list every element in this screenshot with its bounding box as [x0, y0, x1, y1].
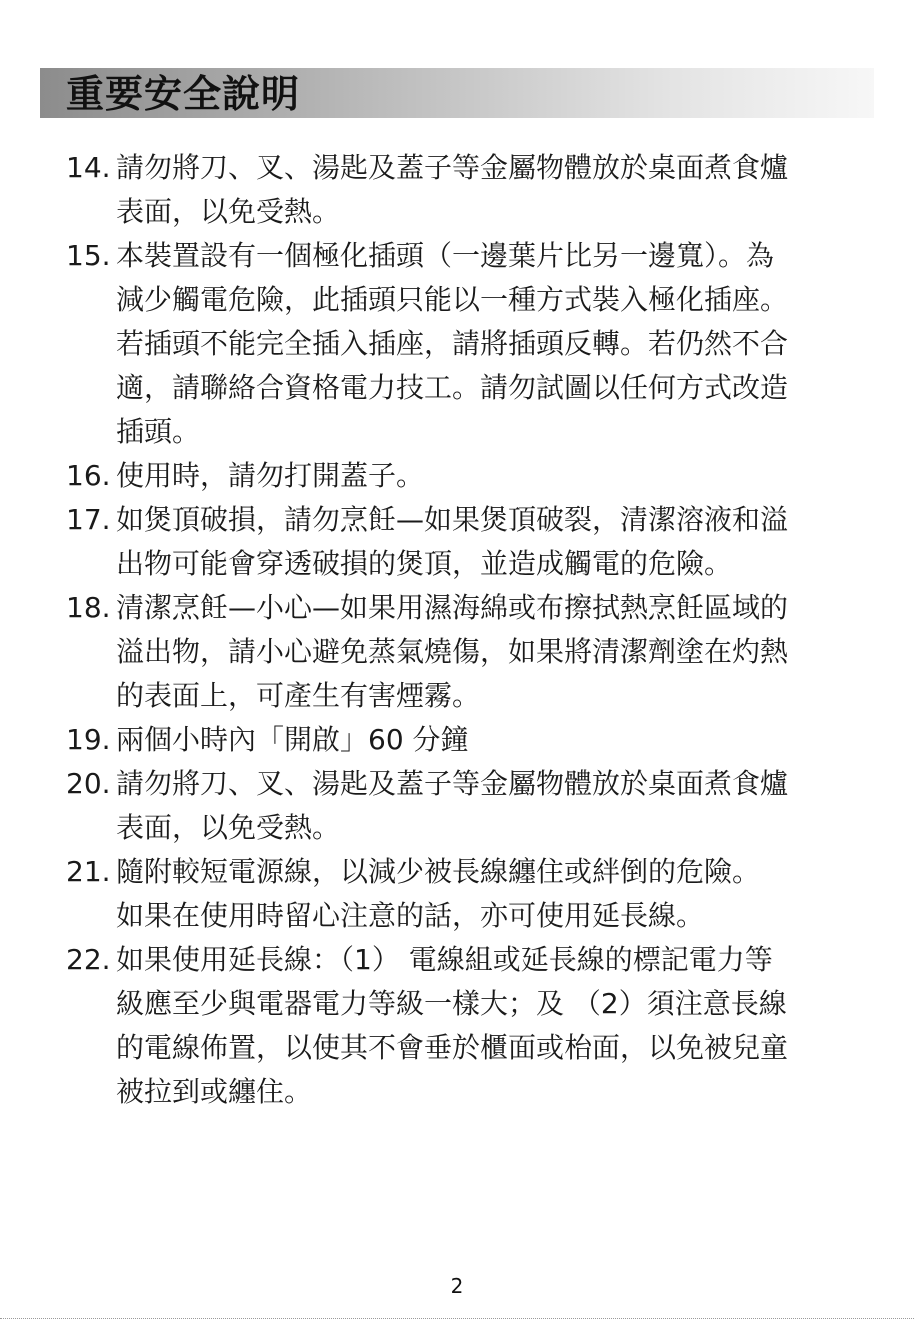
instruction-item	[66, 146, 876, 234]
instruction-item	[66, 718, 876, 762]
instruction-number: 14.	[66, 151, 111, 184]
instruction-text-line: 若插頭不能完全插入插座，請將插頭反轉。若仍然不合	[116, 327, 789, 360]
instruction-text-line: 如煲頂破損，請勿烹飪—如果煲頂破裂，清潔溶液和溢	[116, 503, 789, 536]
instruction-item	[66, 586, 876, 718]
instruction-text-line: 出物可能會穿透破損的煲頂，並造成觸電的危險。	[116, 547, 733, 580]
instruction-item	[66, 850, 876, 938]
instruction-text-line: 表面，以免受熱。	[116, 811, 341, 844]
instruction-text-line: 如果在使用時留心注意的話，亦可使用延長線。	[116, 899, 705, 932]
page-number: 2	[450, 1274, 464, 1298]
instruction-text-line: 隨附較短電源線，以減少被長線纏住或絆倒的危險。	[116, 855, 761, 888]
section-title: 重要安全說明	[66, 72, 301, 116]
instruction-text-line: 清潔烹飪—小心—如果用濕海綿或布擦拭熱烹飪區域的	[116, 591, 789, 624]
instruction-number: 20.	[66, 767, 111, 800]
instruction-number: 16.	[66, 459, 111, 492]
instruction-text-line: 級應至少與電器電力等級一樣大；及 （2）須注意長線	[116, 987, 787, 1020]
instruction-text-line: 兩個小時內「開啟」60 分鐘	[116, 723, 469, 756]
instruction-text	[116, 938, 876, 1114]
instruction-item	[66, 938, 876, 1114]
instruction-text	[116, 498, 876, 586]
instruction-number: 17.	[66, 503, 111, 536]
instruction-text-line: 如果使用延長線：（1） 電線組或延長線的標記電力等	[116, 943, 773, 976]
instruction-text	[116, 718, 876, 762]
bottom-dotted-rule	[0, 1318, 914, 1319]
instruction-number: 22.	[66, 943, 111, 976]
instruction-item	[66, 454, 876, 498]
instruction-text	[116, 762, 876, 850]
instruction-text-line: 被拉到或纏住。	[116, 1075, 313, 1108]
instruction-text	[116, 586, 876, 718]
instruction-text	[116, 234, 876, 454]
instruction-text	[116, 146, 876, 234]
instruction-text-line: 插頭。	[116, 415, 201, 448]
instruction-text	[116, 850, 876, 938]
instruction-item	[66, 234, 876, 454]
instruction-item	[66, 762, 876, 850]
instruction-text-line: 減少觸電危險，此插頭只能以一種方式裝入極化插座。	[116, 283, 789, 316]
instruction-text-line: 溢出物，請小心避免蒸氣燒傷，如果將清潔劑塗在灼熱	[116, 635, 789, 668]
instruction-number: 19.	[66, 723, 111, 756]
instruction-number: 21.	[66, 855, 111, 888]
instruction-text-line: 本裝置設有一個極化插頭（一邊葉片比另一邊寬）。為	[116, 239, 775, 272]
instruction-item	[66, 498, 876, 586]
instruction-text-line: 表面，以免受熱。	[116, 195, 341, 228]
instruction-text-line: 的電線佈置，以使其不會垂於櫃面或枱面，以免被兒童	[116, 1031, 789, 1064]
instruction-number: 15.	[66, 239, 111, 272]
safety-instruction-list	[66, 146, 876, 1114]
instruction-text-line: 請勿將刀、叉、湯匙及蓋子等金屬物體放於桌面煮食爐	[116, 767, 789, 800]
instruction-number: 18.	[66, 591, 111, 624]
instruction-text-line: 請勿將刀、叉、湯匙及蓋子等金屬物體放於桌面煮食爐	[116, 151, 789, 184]
instruction-text-line: 的表面上，可產生有害煙霧。	[116, 679, 481, 712]
instruction-text-line: 適，請聯絡合資格電力技工。請勿試圖以任何方式改造	[116, 371, 789, 404]
instruction-text	[116, 454, 876, 498]
instruction-text-line: 使用時，請勿打開蓋子。	[116, 459, 425, 492]
